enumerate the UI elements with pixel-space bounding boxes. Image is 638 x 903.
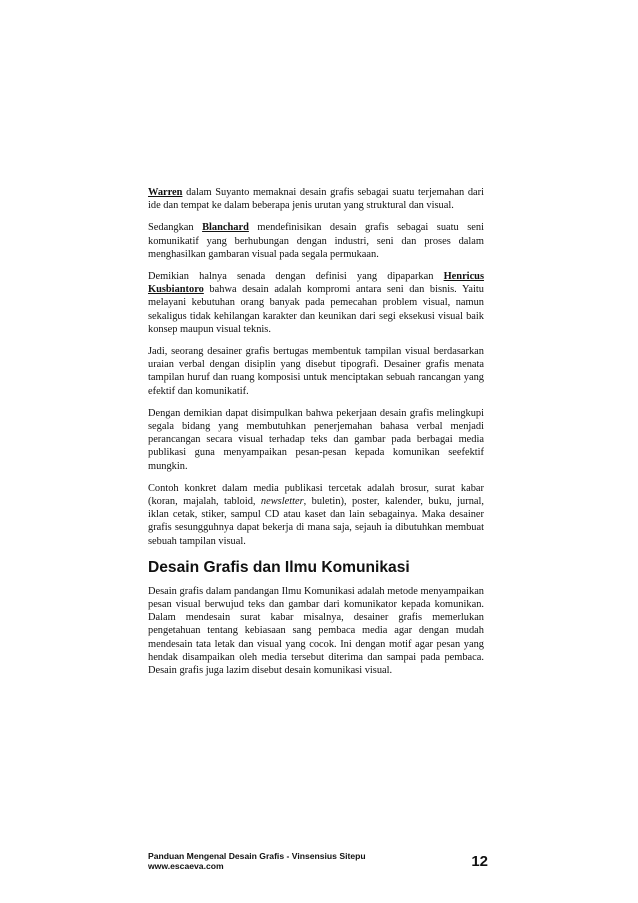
paragraph-text: Contoh konkret dalam media publikasi tercetak adalah brosur, surat kabar (koran, majalah, tabloid,	[148, 482, 484, 508]
paragraph-warren	[148, 186, 484, 212]
author-name-blanchard: Blanchard	[202, 222, 249, 234]
page-number: 12	[471, 853, 488, 870]
footer-title: Panduan Mengenal Desain Grafis - Vinsensius Sitepu	[148, 851, 366, 861]
paragraph-kusbiantoro	[148, 270, 484, 336]
section-paragraph: Desain grafis dalam pandangan Ilmu Komunikasi adalah metode menyampaikan pesan visual berwujud teks dan gambar dari komunikator kepada komunikan. Dalam mendesain surat kabar misalnya, desainer grafis memerlukan pengetahuan tentang kebiasaan sang pembaca media agar dengan mudah mendesain tata letak dan visual yang cocok. Ini dengan motif agar pesan yang hendak disampaikan oleh media tersebut diterima dan sampai pada pembaca. Desain grafis juga lazim disebut desain komunikasi visual.	[148, 585, 484, 677]
document-body	[148, 186, 484, 686]
author-name-warren: Warren	[148, 187, 183, 198]
paragraph-text: mendefinisikan desain grafis sebagai suatu seni komunikatif yang berhubungan dengan industri, seni dan proses dalam menghasilkan gambaran visual pada segala permukaan.	[148, 222, 484, 260]
section-heading: Desain Grafis dan Ilmu Komunikasi	[148, 558, 410, 576]
italic-term: newsletter	[260, 496, 304, 508]
footer-website: www.escaeva.com	[148, 861, 224, 871]
author-name-kusbiantoro: Henricus Kusbiantoro	[148, 271, 484, 296]
paragraph-tipografi: Jadi, seorang desainer grafis bertugas membentuk tampilan visual berdasarkan uraian verbal dengan disiplin yang disebut tipografi. Desainer grafis menata tampilan huruf dan ruang komposisi untuk menciptakan sebuah rancangan yang efektif dan komunikatif.	[148, 346, 484, 397]
page-footer	[148, 851, 488, 871]
paragraph-text: bahwa desain adalah kompromi antara seni dan bisnis. Yaitu melayani kebutuhan orang banyak pada pemecahan problem visual, namun sekaligus tidak kehilangan karakter dan keunikan dari segi eksekusi visual baik konsep maupun visual teknis.	[148, 284, 484, 335]
paragraph-contoh	[148, 482, 484, 548]
paragraph-blanchard	[148, 221, 484, 261]
paragraph-text: Demikian halnya senada dengan definisi yang dipaparkan	[148, 271, 444, 283]
paragraph-kesimpulan: Dengan demikian dapat disimpulkan bahwa pekerjaan desain grafis melingkupi segala bidang yang membutuhkan penerjemahan bahasa verbal menjadi perancangan secara visual terhadap teks dan gambar pada berbagai media publikasi guna menyampaikan pesan-pesan kepada komunikan seefektif mungkin.	[148, 407, 484, 472]
paragraph-text: , buletin), poster, kalender, buku, jurnal, iklan cetak, stiker, sampul CD atau kaset dan lain sebagainya. Maka desainer grafis sesungguhnya dapat bekerja di mana saja, sejauh ia dibutuhkan membuat sebuah tampilan visual.	[148, 496, 484, 547]
paragraph-text: dalam Suyanto memaknai desain grafis sebagai suatu terjemahan dari ide dan tempat ke dalam beberapa jenis urutan yang struktural dan visual.	[148, 187, 484, 212]
paragraph-text: Sedangkan	[148, 222, 203, 234]
